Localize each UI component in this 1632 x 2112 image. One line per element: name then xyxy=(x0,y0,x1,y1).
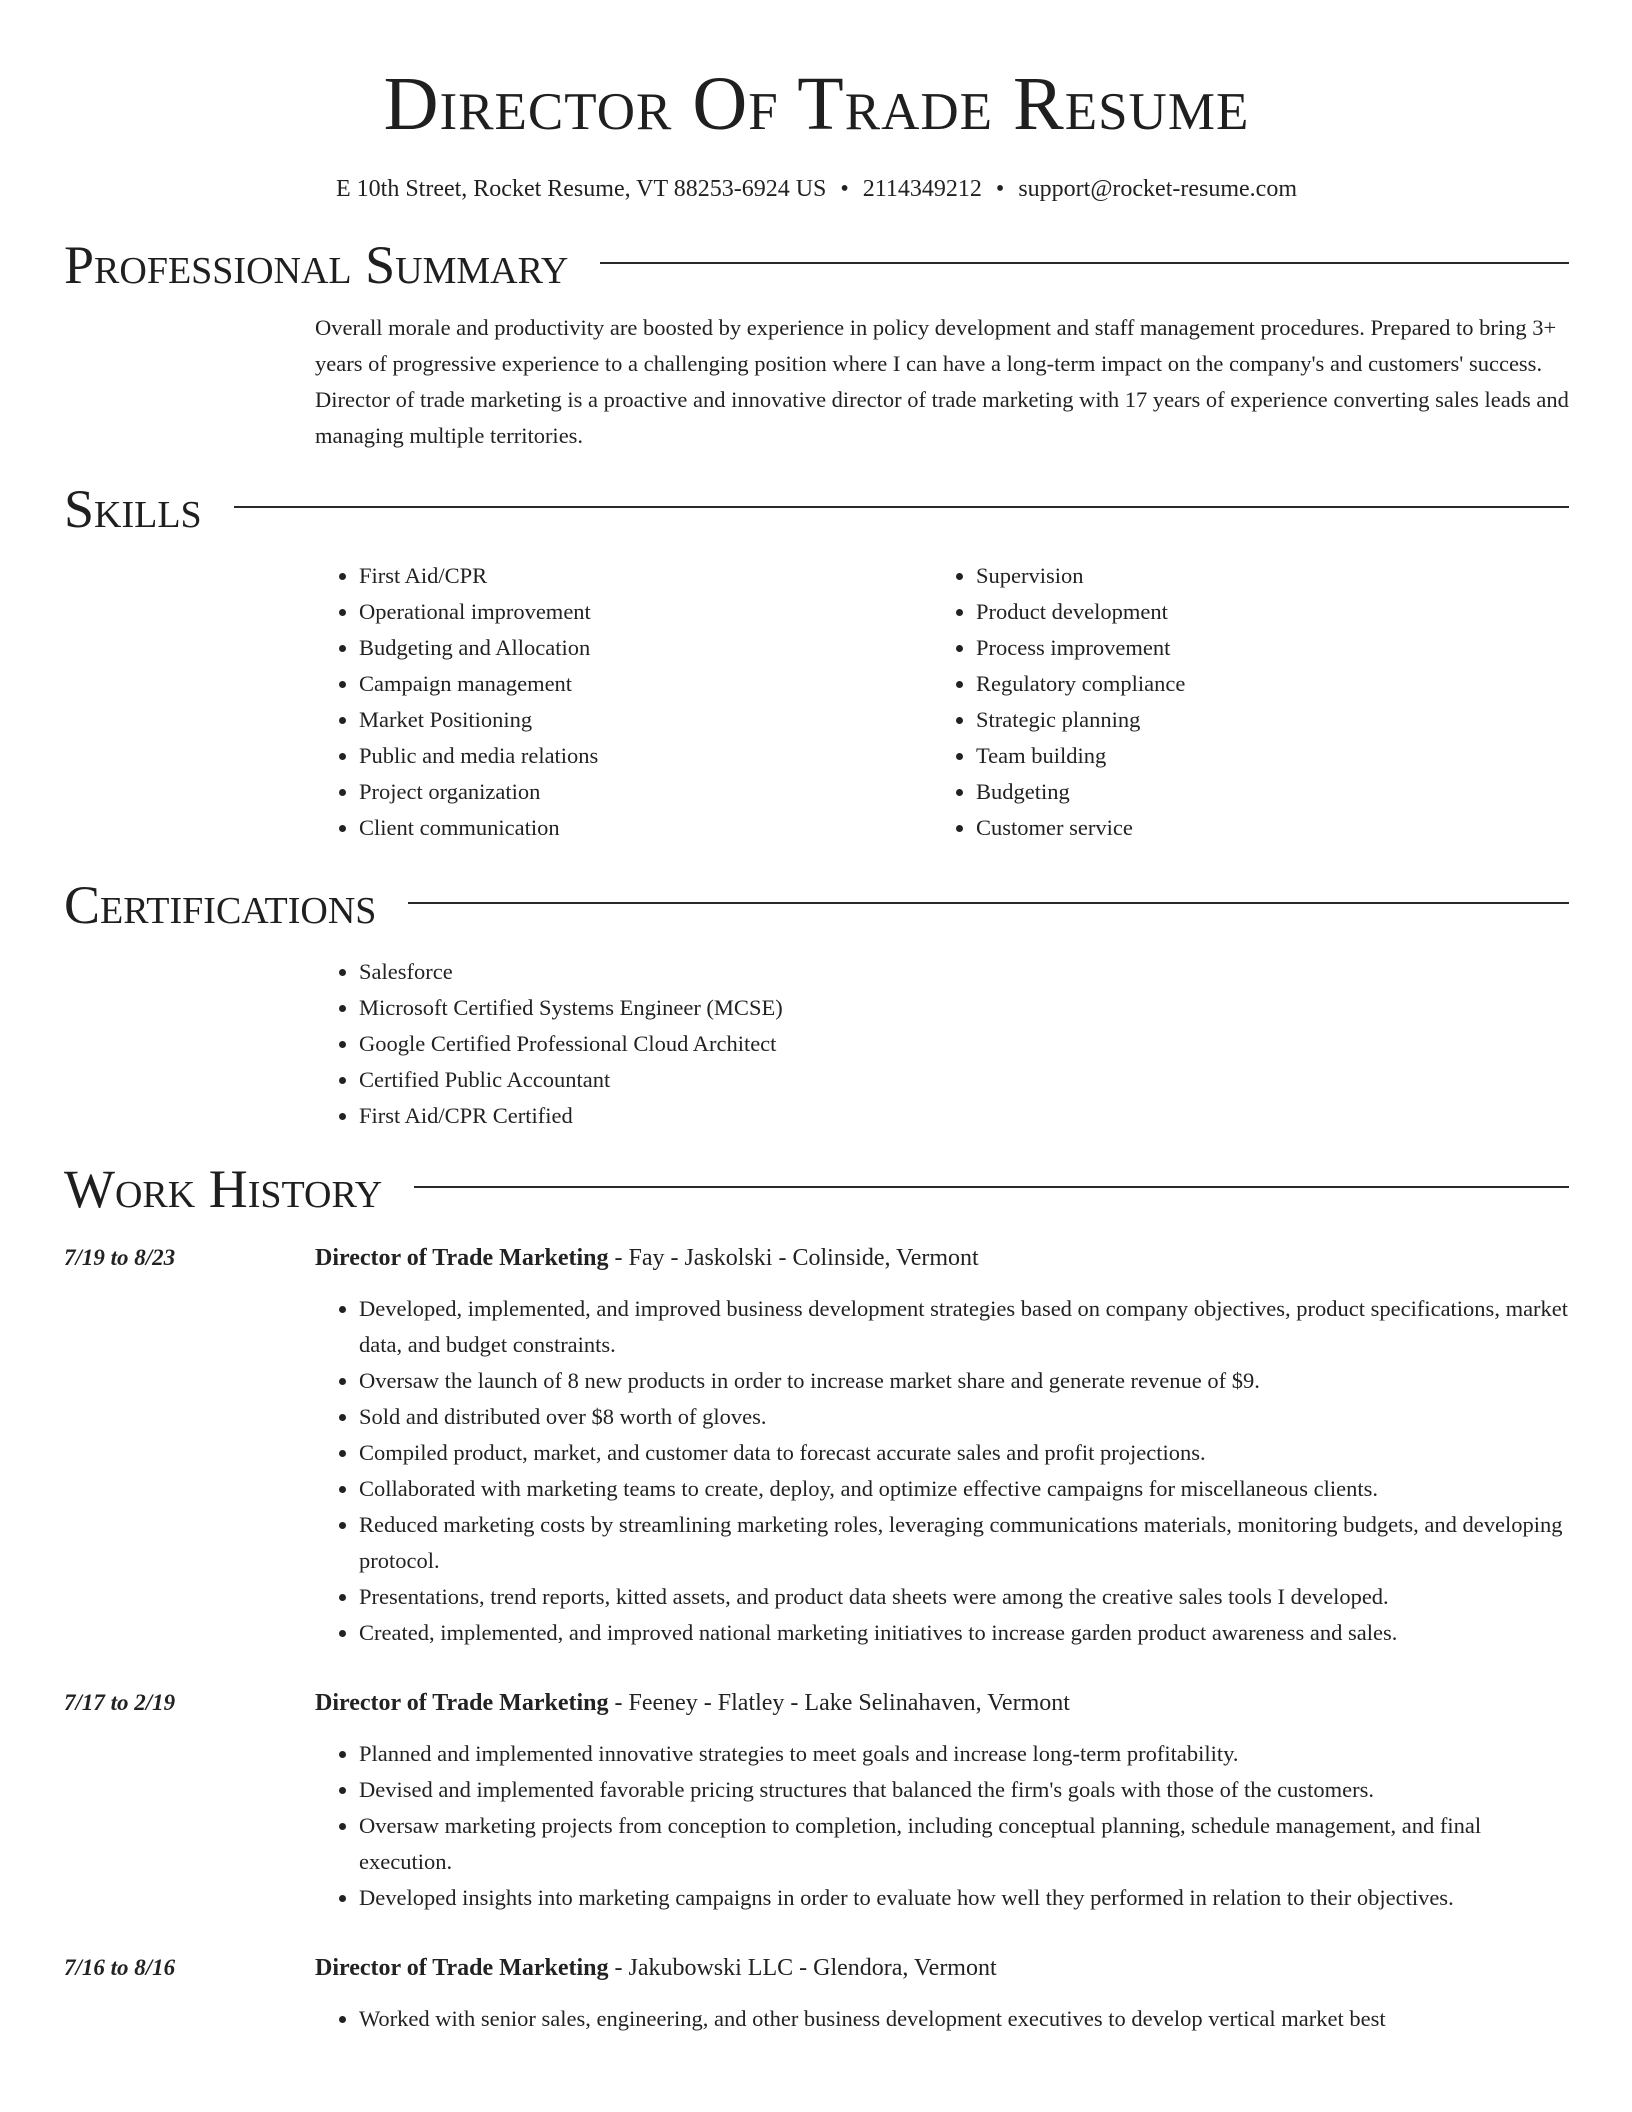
job-bullet: • Devised and implemented favorable pricing structures that balanced the firm's goals with those of the customers. xyxy=(359,1772,1569,1808)
job-dates: 7/19 to 8/23 xyxy=(64,1245,176,1270)
skills-grid xyxy=(315,558,1569,846)
contact-separator: • xyxy=(995,176,1005,202)
skills-column-right xyxy=(932,558,1549,846)
skill-item: • Budgeting and Allocation xyxy=(359,630,932,666)
job-bullet: • Reduced marketing costs by streamlining marketing roles, leveraging communications materials, monitoring budgets, and developing protocol. xyxy=(359,1507,1569,1579)
contact-address: E 10th Street, Rocket Resume, VT 88253-6924 US xyxy=(335,176,827,202)
summary-text: Overall morale and productivity are boosted by experience in policy development and staff management procedures. Prepared to bring 3+ years of progressive experience to a challenging position where I can have a long-term impact on the company's and customers' success. Director of trade marketing is a proactive and innovative director of trade marketing with 17 years of experience converting sales leads and managing multiple territories. xyxy=(315,315,1569,448)
job-bullets xyxy=(315,2001,1569,2037)
skill-item: • Supervision xyxy=(976,558,1549,594)
certifications-body xyxy=(315,954,1569,1134)
job-role: Director of Trade Marketing xyxy=(315,1690,609,1716)
skill-item: • Budgeting xyxy=(976,774,1549,810)
skill-item: • Team building xyxy=(976,738,1549,774)
job-bullet: • Oversaw the launch of 8 new products in order to increase market share and generate revenue of $9. xyxy=(359,1363,1569,1399)
skill-item: • Campaign management xyxy=(359,666,932,702)
certification-item: • Microsoft Certified Systems Engineer (MCSE) xyxy=(359,990,1569,1026)
certifications-heading: Certifications xyxy=(64,875,377,935)
contact-line xyxy=(64,174,1569,204)
skills-heading: Skills xyxy=(64,479,202,539)
certification-item: • First Aid/CPR Certified xyxy=(359,1098,1569,1134)
job-heading xyxy=(315,1685,1569,1721)
work-history-heading: Work History xyxy=(64,1159,383,1219)
contact-separator: • xyxy=(840,176,849,202)
contact-phone: 2114349212 xyxy=(862,176,982,202)
job-employer: - Jakubowski LLC - Glendora, Vermont xyxy=(608,1955,997,1981)
summary-heading: Professional Summary xyxy=(64,235,569,295)
job-dates: 7/17 to 2/19 xyxy=(64,1690,176,1715)
certifications-list xyxy=(315,954,1569,1134)
skill-item: • Process improvement xyxy=(976,630,1549,666)
certifications-section-header xyxy=(64,874,1569,936)
work-history-list xyxy=(64,1240,1569,2037)
work-history-section-header xyxy=(64,1158,1569,1220)
job-bullet: • Presentations, trend reports, kitted assets, and product data sheets were among the creative sales tools I developed. xyxy=(359,1579,1569,1615)
summary-body xyxy=(315,310,1569,454)
job-bullet: • Oversaw marketing projects from conception to completion, including conceptual planning, schedule management, and final execution. xyxy=(359,1808,1569,1880)
job-bullet: • Collaborated with marketing teams to create, deploy, and optimize effective campaigns for miscellaneous clients. xyxy=(359,1471,1569,1507)
job-employer: - Feeney - Flatley - Lake Selinahaven, Vermont xyxy=(608,1690,1070,1716)
skill-item: • First Aid/CPR xyxy=(359,558,932,594)
job-role: Director of Trade Marketing xyxy=(315,1245,609,1271)
skills-section-header xyxy=(64,478,1569,540)
job-bullet: • Worked with senior sales, engineering, and other business development executives to develop vertical market best xyxy=(359,2001,1569,2037)
skill-item: • Project organization xyxy=(359,774,932,810)
skill-item: • Strategic planning xyxy=(976,702,1549,738)
certification-item: • Google Certified Professional Cloud Architect xyxy=(359,1026,1569,1062)
job-bullet: • Compiled product, market, and customer data to forecast accurate sales and profit projections. xyxy=(359,1435,1569,1471)
certification-item: • Certified Public Accountant xyxy=(359,1062,1569,1098)
resume-page xyxy=(64,0,1569,2037)
section-divider xyxy=(234,506,1569,508)
job-details xyxy=(315,1950,1569,2037)
job-entry xyxy=(64,1950,1569,2037)
skill-item: • Regulatory compliance xyxy=(976,666,1549,702)
skill-item: • Client communication xyxy=(359,810,932,846)
job-bullet: • Developed insights into marketing campaigns in order to evaluate how well they performed in relation to their objectives. xyxy=(359,1880,1569,1916)
job-details xyxy=(315,1240,1569,1651)
summary-section-header xyxy=(64,234,1569,296)
job-entry xyxy=(64,1240,1569,1651)
job-bullet: • Developed, implemented, and improved business development strategies based on company objectives, product specifications, market data, and budget constraints. xyxy=(359,1291,1569,1363)
skills-list-right xyxy=(932,558,1549,846)
skills-list-left xyxy=(315,558,932,846)
resume-title: Director Of Trade Resume xyxy=(383,62,1250,146)
job-bullets xyxy=(315,1736,1569,1916)
job-details xyxy=(315,1685,1569,1916)
section-divider xyxy=(414,1186,1569,1188)
job-bullets xyxy=(315,1291,1569,1651)
job-bullet: • Created, implemented, and improved national marketing initiatives to increase garden product awareness and sales. xyxy=(359,1615,1569,1651)
job-bullet: • Planned and implemented innovative strategies to meet goals and increase long-term profitability. xyxy=(359,1736,1569,1772)
skill-item: • Public and media relations xyxy=(359,738,932,774)
job-role: Director of Trade Marketing xyxy=(315,1955,609,1981)
skill-item: • Customer service xyxy=(976,810,1549,846)
section-divider xyxy=(408,902,1569,904)
skills-body xyxy=(315,558,1569,846)
contact-email: support@rocket-resume.com xyxy=(1018,176,1297,202)
skills-column-left xyxy=(315,558,932,846)
job-entry xyxy=(64,1685,1569,1916)
job-heading xyxy=(315,1240,1569,1276)
skill-item: • Product development xyxy=(976,594,1549,630)
section-divider xyxy=(600,262,1569,264)
job-employer: - Fay - Jaskolski - Colinside, Vermont xyxy=(608,1245,979,1271)
skill-item: • Operational improvement xyxy=(359,594,932,630)
job-dates: 7/16 to 8/16 xyxy=(64,1955,176,1980)
job-bullet: • Sold and distributed over $8 worth of gloves. xyxy=(359,1399,1569,1435)
skill-item: • Market Positioning xyxy=(359,702,932,738)
job-heading xyxy=(315,1950,1569,1986)
certification-item: • Salesforce xyxy=(359,954,1569,990)
